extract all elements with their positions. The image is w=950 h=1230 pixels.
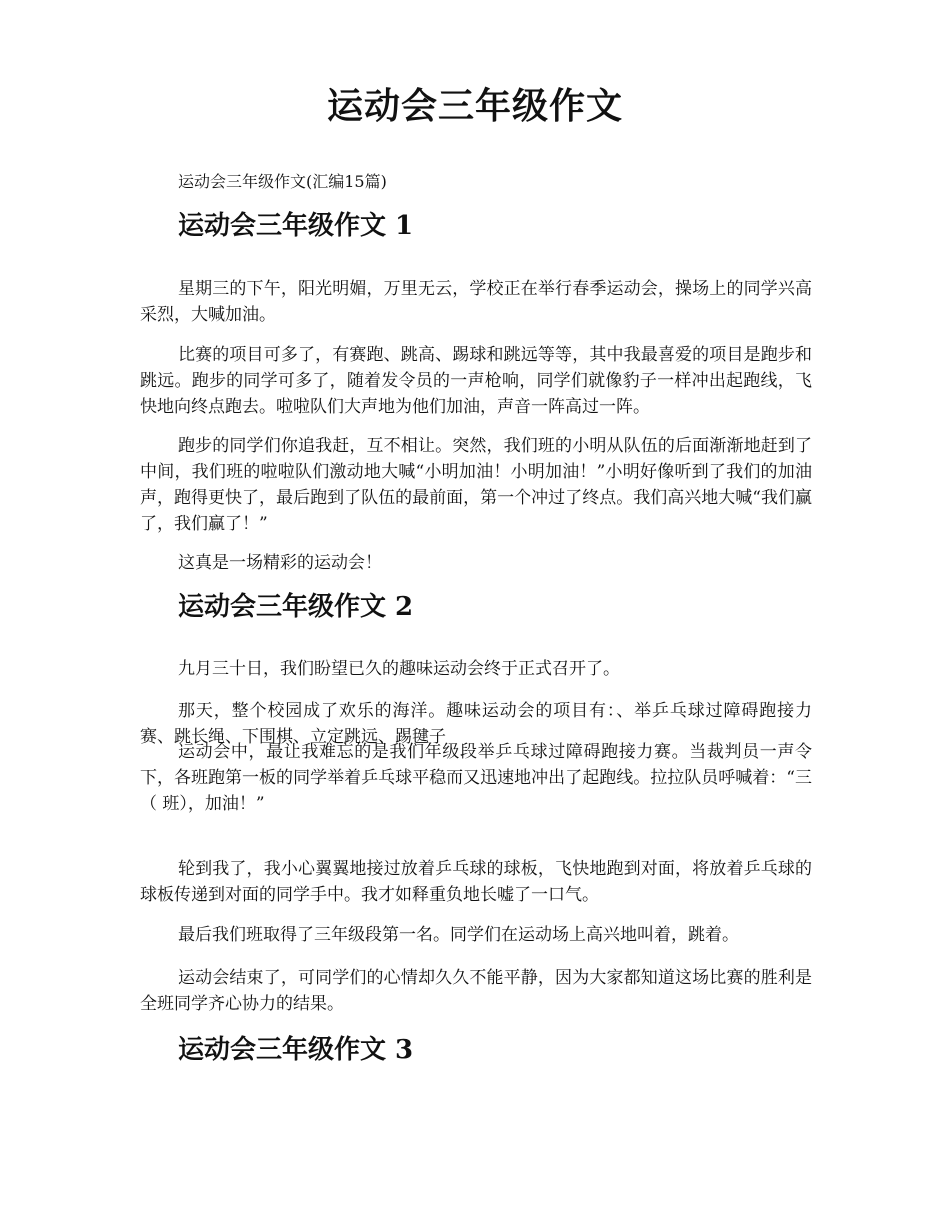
page-title: 运动会三年级作文: [326, 85, 623, 127]
essay-2-paragraph-1: 九月三十日，我们盼望已久的趣味运动会终于正式召开了。: [178, 659, 620, 679]
essay-1-paragraph-3: 跑步的同学们你追我赶，互不相让。突然，我们班的小明从队伍的后面渐渐地赶到了中间，我们班的啦啦队们激动地大喊“小明加油！小明加油！”小明好像听到了我们的加油声，跑得更快了，最后跑到了队伍的最前面，第一个冲过了终点。我们高兴地大喊“我们赢了，我们赢了！”: [140, 436, 812, 534]
essay-heading-1: 运动会三年级作文 1: [178, 211, 414, 241]
document-subtitle: 运动会三年级作文(汇编15篇): [178, 172, 387, 191]
essay-heading-3: 运动会三年级作文 3: [178, 1035, 414, 1065]
essay-2-paragraph-6: 运动会结束了，可同学们的心情却久久不能平静，因为大家都知道这场比赛的胜利是全班同学齐心协力的结果。: [140, 968, 812, 1014]
essay-1-paragraph-4: 这真是一场精彩的运动会！: [178, 553, 382, 573]
essay-1-paragraph-2: 比赛的项目可多了，有赛跑、跳高、踢球和跳远等等，其中我最喜爱的项目是跑步和跳远。跑步的同学可多了，随着发令员的一声枪响，同学们就像豹子一样冲出起跑线，飞快地向终点跑去。啦啦队们大声地为他们加油，声音一阵高过一阵。: [140, 345, 812, 417]
essay-2-paragraph-3: 运动会中，最让我难忘的是我们年级段举乒乓球过障碍跑接力赛。当裁判员一声令下，各班跑第一板的同学举着乒乓球平稳而又迅速地冲出了起跑线。拉拉队员呼喊着：“三（ 班），加油！”: [140, 742, 812, 814]
essay-1-paragraph-1: 星期三的下午，阳光明媚，万里无云，学校正在举行春季运动会，操场上的同学兴高采烈，大喊加油。: [140, 279, 812, 325]
essay-2-paragraph-4: 轮到我了，我小心翼翼地接过放着乒乓球的球板，飞快地跑到对面，将放着乒乓球的球板传递到对面的同学手中。我才如释重负地长嘘了一口气。: [140, 859, 812, 905]
essay-2-paragraph-2: 那天，整个校园成了欢乐的海洋。趣味运动会的项目有：、举乒乓球过障碍跑接力赛、跳长绳、下围棋、立定跳远、踢毽子: [140, 701, 812, 747]
essay-heading-2: 运动会三年级作文 2: [178, 592, 414, 622]
essay-2-paragraph-5: 最后我们班取得了三年级段第一名。同学们在运动场上高兴地叫着，跳着。: [178, 925, 739, 945]
